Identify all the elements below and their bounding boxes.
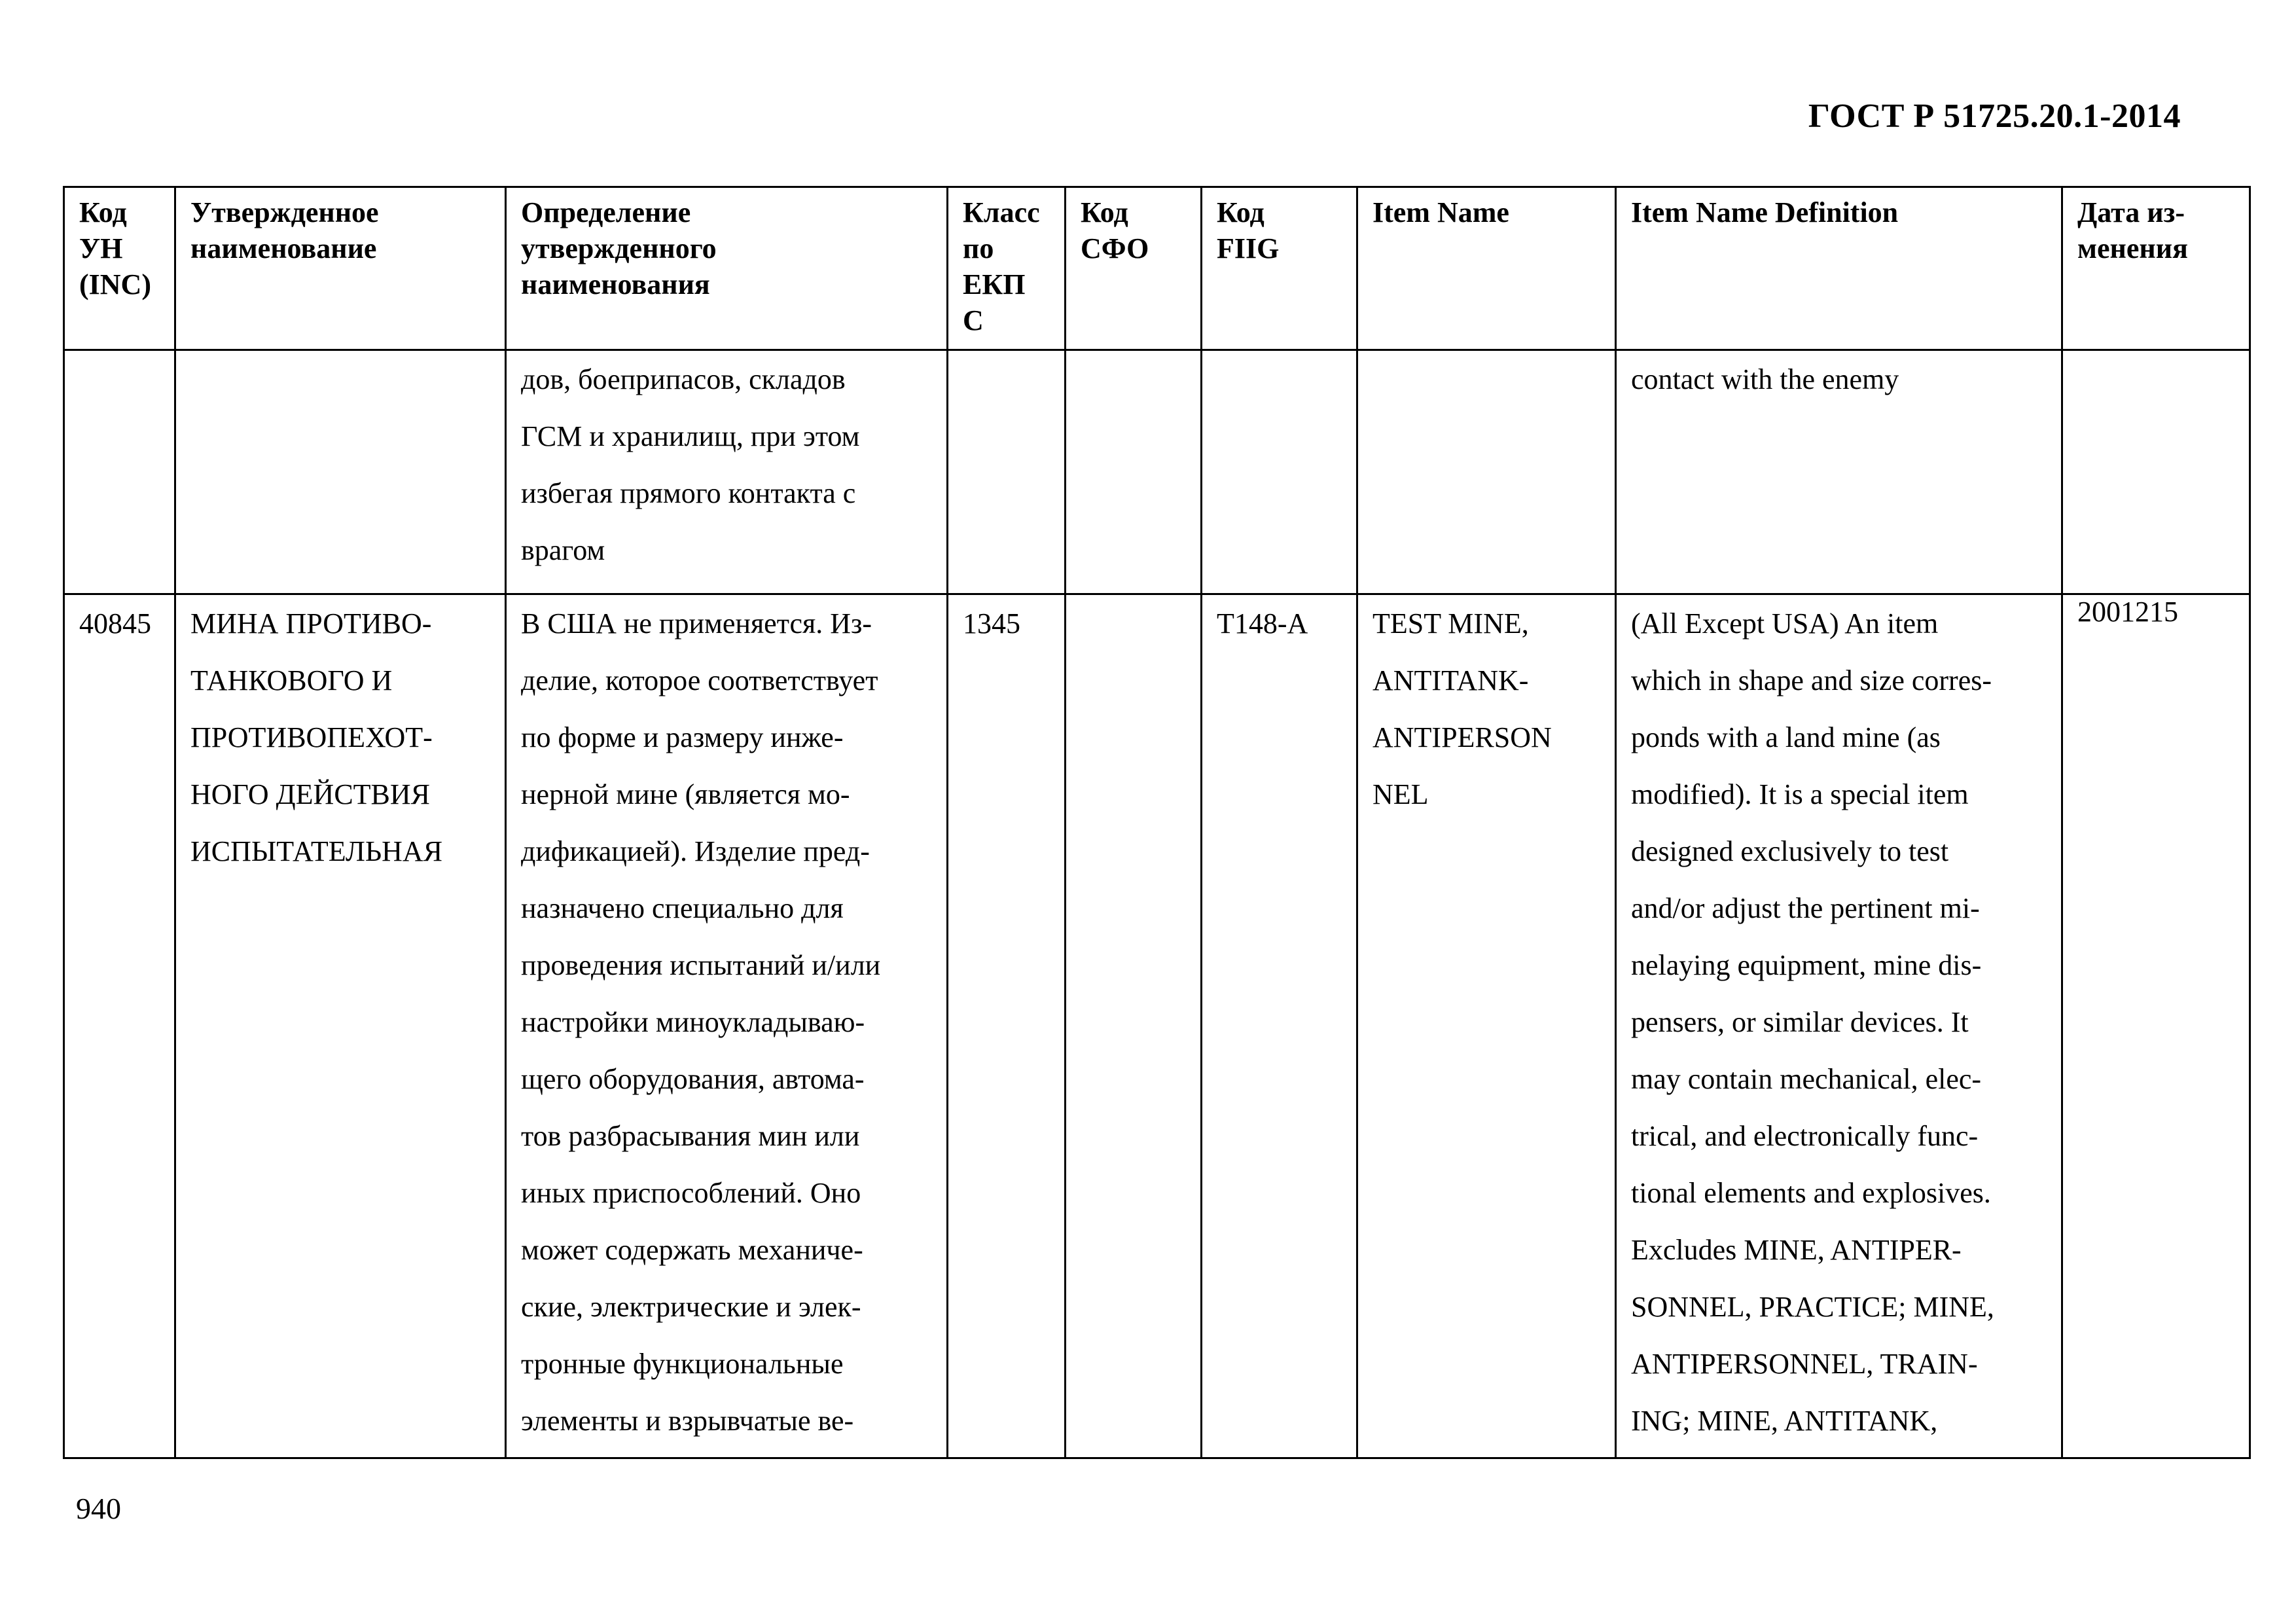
header-line: Дата из- xyxy=(2077,196,2185,228)
cell-item-name-definition xyxy=(1616,594,2062,1458)
cell-inc xyxy=(64,350,175,594)
cell-text-line: ПРОТИВОПЕХОТ- xyxy=(190,721,433,753)
header-line: (INC) xyxy=(79,268,151,300)
cell-fiig-code xyxy=(1202,350,1357,594)
cell-text-line: ТАНКОВОГО И xyxy=(190,664,393,696)
cell-change-date xyxy=(2062,594,2250,1458)
standard-code: ГОСТ Р 51725.20.1-2014 xyxy=(1808,98,2181,135)
cell-text-line: нерной мине (является мо- xyxy=(521,778,850,810)
cell-text-line: может содержать механиче- xyxy=(521,1234,863,1266)
cell-class xyxy=(948,594,1066,1458)
cell-approved-name xyxy=(175,594,506,1458)
header-line: Определение xyxy=(521,196,691,228)
cell-text-line: тов разбрасывания мин или xyxy=(521,1120,860,1152)
header-line: С xyxy=(963,304,984,336)
header-line: менения xyxy=(2077,232,2188,264)
header-line: наименования xyxy=(521,268,710,300)
cell-text-line: врагом xyxy=(521,534,605,566)
cell-text-line: ские, электрические и элек- xyxy=(521,1291,861,1323)
header-sfo-code xyxy=(1066,187,1202,350)
cell-sfo-code xyxy=(1066,350,1202,594)
cell-text-line: ГСМ и хранилищ, при этом xyxy=(521,420,860,452)
cell-text-line: ANTITANK- xyxy=(1372,664,1529,696)
cell-text-line: ponds with a land mine (as xyxy=(1631,721,1941,753)
cell-text-line: щего оборудования, автома- xyxy=(521,1063,865,1095)
cell-text-line: NEL xyxy=(1372,778,1429,810)
header-class xyxy=(948,187,1066,350)
cell-text-line: nelaying equipment, mine dis- xyxy=(1631,949,1982,981)
cell-text-line: may contain mechanical, elec- xyxy=(1631,1063,1982,1095)
cell-text-line: Excludes MINE, ANTIPER- xyxy=(1631,1234,1962,1266)
cell-text-line: trical, and electronically func- xyxy=(1631,1120,1979,1152)
cell-item-name xyxy=(1357,594,1616,1458)
table-row xyxy=(64,594,2250,1458)
cell-text-line: and/or adjust the pertinent mi- xyxy=(1631,892,1980,924)
cell-text-line: МИНА ПРОТИВО- xyxy=(190,607,432,640)
cell-text-line: избегая прямого контакта с xyxy=(521,477,856,509)
cell-text-line: tional elements and explosives. xyxy=(1631,1177,1991,1209)
cell-text-line: (All Except USA) An item xyxy=(1631,607,1939,640)
header-line: Код xyxy=(79,196,127,228)
cell-text-line: 2001215 xyxy=(2077,596,2178,628)
cell-text-line: SONNEL, PRACTICE; MINE, xyxy=(1631,1291,1994,1323)
cell-text-line: designed exclusively to test xyxy=(1631,835,1949,867)
header-line: утвержденного xyxy=(521,232,717,264)
header-inc xyxy=(64,187,175,350)
table-row xyxy=(64,350,2250,594)
cell-text-line: T148-A xyxy=(1217,607,1308,640)
header-line: Класс xyxy=(963,196,1040,228)
table-header-row xyxy=(64,187,2250,350)
cell-text-line: дов, боеприпасов, складов xyxy=(521,363,846,395)
header-fiig-code xyxy=(1202,187,1357,350)
header-line: наименование xyxy=(190,232,377,264)
cell-item-name-definition xyxy=(1616,350,2062,594)
cell-text-line: В США не применяется. Из- xyxy=(521,607,872,640)
header-line: FIIG xyxy=(1217,232,1280,264)
cell-text-line: ANTIPERSONNEL, TRAIN- xyxy=(1631,1348,1978,1380)
cell-sfo-code xyxy=(1066,594,1202,1458)
cell-text-line: назначено специально для xyxy=(521,892,844,924)
catalog-table xyxy=(63,186,2251,1459)
cell-text-line: НОГО ДЕЙСТВИЯ xyxy=(190,778,431,810)
cell-text-line: делие, которое соответствует xyxy=(521,664,878,696)
header-line: Код xyxy=(1081,196,1128,228)
header-line: Item Name Definition xyxy=(1631,196,1899,228)
header-change-date xyxy=(2062,187,2250,350)
cell-text-line: which in shape and size corres- xyxy=(1631,664,1992,696)
cell-text-line: ING; MINE, ANTITANK, xyxy=(1631,1405,1938,1437)
header-line: Item Name xyxy=(1372,196,1509,228)
cell-definition xyxy=(506,594,948,1458)
cell-text-line: проведения испытаний и/или xyxy=(521,949,881,981)
header-line: СФО xyxy=(1081,232,1149,264)
cell-text-line: ANTIPERSON xyxy=(1372,721,1552,753)
header-line: УН xyxy=(79,232,123,264)
header-approved-name xyxy=(175,187,506,350)
header-line: Код xyxy=(1217,196,1265,228)
cell-text-line: элементы и взрывчатые ве- xyxy=(521,1405,854,1437)
cell-text-line: contact with the enemy xyxy=(1631,363,1899,395)
cell-text-line: тронные функциональные xyxy=(521,1348,844,1380)
cell-text-line: pensers, or similar devices. It xyxy=(1631,1006,1969,1038)
page-number: 940 xyxy=(76,1492,121,1525)
cell-text-line: по форме и размеру инже- xyxy=(521,721,844,753)
cell-fiig-code xyxy=(1202,594,1357,1458)
cell-item-name xyxy=(1357,350,1616,594)
header-line: по xyxy=(963,232,994,264)
cell-inc xyxy=(64,594,175,1458)
cell-change-date xyxy=(2062,350,2250,594)
cell-text-line: TEST MINE, xyxy=(1372,607,1529,640)
cell-text-line: иных приспособлений. Оно xyxy=(521,1177,861,1209)
cell-text-line: ИСПЫТАТЕЛЬНАЯ xyxy=(190,835,443,867)
cell-definition xyxy=(506,350,948,594)
header-line: ЕКП xyxy=(963,268,1026,300)
cell-text-line: дификацией). Изделие пред- xyxy=(521,835,870,867)
header-item-name xyxy=(1357,187,1616,350)
header-definition xyxy=(506,187,948,350)
cell-text-line: 1345 xyxy=(963,607,1020,640)
cell-text-line: 40845 xyxy=(79,607,151,640)
cell-text-line: настройки миноукладываю- xyxy=(521,1006,865,1038)
header-line: Утвержденное xyxy=(190,196,379,228)
cell-text-line: modified). It is a special item xyxy=(1631,778,1969,810)
header-item-name-definition xyxy=(1616,187,2062,350)
cell-approved-name xyxy=(175,350,506,594)
cell-class xyxy=(948,350,1066,594)
